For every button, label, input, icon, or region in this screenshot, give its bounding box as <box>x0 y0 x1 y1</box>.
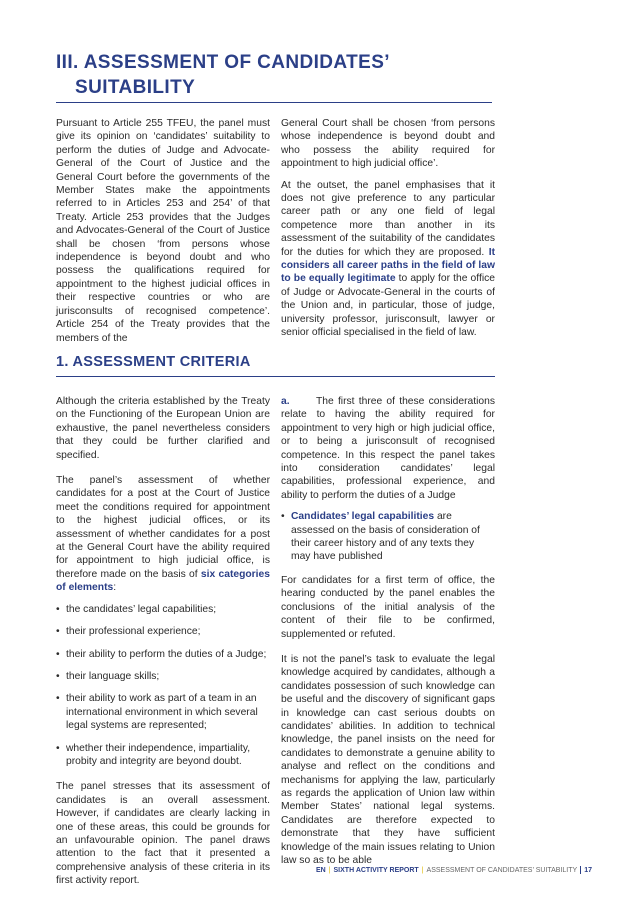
career-paths-paragraph <box>281 179 495 340</box>
page-footer <box>316 866 592 876</box>
intro-paragraph: Pursuant to Article 255 TFEU, the panel must give its opinion on ‘candidates’ suitability to perform the duties of Judge and Advocate-General of the Court of Justice and the General Court before the governments of the Member States make the appointments referred to in Articles 253 and 254’ of that Treaty. Article 253 provides that the Judges and Advocates-General of the Court of Justice shall be chosen ‘from persons whose independence is beyond doubt and who possess the qualifications required for appointment to the highest judicial offices in their respective countries or who are jurisconsults of recognised competence’. Article 254 of the Treaty provides that the members of the <box>56 118 270 344</box>
list-item: • the candidates’ legal capabilities; <box>56 603 270 616</box>
list-item: • whether their independence, impartiality, probity and integrity are beyond doubt. <box>56 742 270 769</box>
footer-language: EN <box>315 867 326 874</box>
list-item <box>281 510 495 564</box>
intro-left-column <box>56 117 270 353</box>
capabilities-list <box>281 510 495 564</box>
footer-report-title: SIXTH ACTIVITY REPORT <box>333 867 419 874</box>
hearing-paragraph: For candidates for a first term of office, the hearing conducted by the panel enables the conclusions of the initial analysis of the content of their file to be confirmed, supplemented or refuted. <box>281 574 495 640</box>
consideration-a-text: The first three of these considerations relate to having the ability required for appointment to very high or high judicial office, or to being a jurisconsult of recognised competence. In this respect the panel takes into consideration candidates’ legal capabilities, professional experience, and ability to perform the duties of a Judge <box>281 396 495 501</box>
criteria-basis-text: The panel’s assessment of whether candidates for a post at the Court of Justice meet the conditions required for appointment to the highest judicial offices, or its assessment of whether candidates for a post at the General Court have the ability required for appointment to high judicial office, is therefore made on the basis of <box>56 475 270 580</box>
criteria-intro-paragraph: Although the criteria established by the Treaty on the Functioning of the European Union are exhaustive, the panel nevertheless considers that they could be further clarified and specified. <box>56 396 270 461</box>
list-item: • their ability to perform the duties of a Judge; <box>56 648 270 661</box>
consideration-a-paragraph <box>281 395 495 502</box>
section-divider <box>56 376 495 377</box>
section-heading: 1. ASSESSMENT CRITERIA <box>56 354 251 370</box>
criteria-basis-colon: : <box>113 582 117 594</box>
page-number: 17 <box>584 867 592 874</box>
list-item: • their ability to work as part of a team in an international environment in which several legal systems are represented; <box>56 692 270 732</box>
title-divider <box>56 102 492 103</box>
capabilities-emphasis: Candidates’ legal capabilities <box>291 511 435 523</box>
page-title-line2: SUITABILITY <box>75 77 196 98</box>
criteria-basis-paragraph <box>56 474 270 595</box>
list-item: • their professional experience; <box>56 625 270 638</box>
footer-separator: | <box>328 867 331 874</box>
intro-continuation-paragraph: General Court shall be chosen ‘from persons whose independence is beyond doubt and who possess the ability required for appointment to high judicial office’. <box>281 118 495 170</box>
footer-section-title: ASSESSMENT OF CANDIDATES’ SUITABILITY <box>426 867 578 874</box>
career-paths-text: At the outset, the panel emphasises that it does not give preference to any particular career path or any one field of legal competence more than another in its assessment of the suitability of the candidates for the duties for which they are proposed. <box>281 179 495 258</box>
consideration-a-label: a. <box>281 396 290 407</box>
criteria-left-column <box>56 395 270 896</box>
overall-assessment-paragraph: The panel stresses that its assessment of candidates is an overall assessment. However, if candidates are clearly lacking in one of these areas, this could be grounds for an unfavourable opinion. The panel draws attention to the fact that it presented a comprehensive analysis of these criteria in its first activity report. <box>56 781 270 887</box>
page-title <box>56 50 496 100</box>
footer-separator: | <box>421 867 424 874</box>
page-title-line1: III. ASSESSMENT OF CANDIDATES’ <box>56 52 390 73</box>
career-paths-text-end: to apply for the office of Judge or Advocate-General in the courts of the Union and, in particular, those of judge, university professor, jurisconsult, lawyer or senior official specialised in the field of law. <box>281 273 495 339</box>
footer-page-divider <box>580 866 581 874</box>
criteria-basis-emphasis: six categories of elements <box>56 568 271 594</box>
career-paths-emphasis: It considers all career paths in the field of law to be equally legitimate <box>281 246 495 285</box>
criteria-list <box>56 603 270 769</box>
legal-knowledge-paragraph: It is not the panel’s task to evaluate the legal knowledge acquired by candidates, although a candidates possession of such knowledge can be useful and the discovery of significant gaps in knowledge can cast serious doubts on candidates’ abilities. In addition to technical knowledge, the panel insists on the need for candidates to demonstrate a genuine ability to analyse and reflect on the conditions and mechanisms for applying the law, particularly as regards the application of Union law within Member States’ national legal systems. Candidates are therefore expected to demonstrate that they have sufficient knowledge of the main issues relating to Union law so as to be able <box>281 653 495 866</box>
list-item: • their language skills; <box>56 670 270 683</box>
intro-right-column <box>281 117 495 348</box>
capabilities-text: are assessed on the basis of consideration of their career history and of any texts they may have published <box>291 511 480 563</box>
criteria-right-column <box>281 395 495 875</box>
